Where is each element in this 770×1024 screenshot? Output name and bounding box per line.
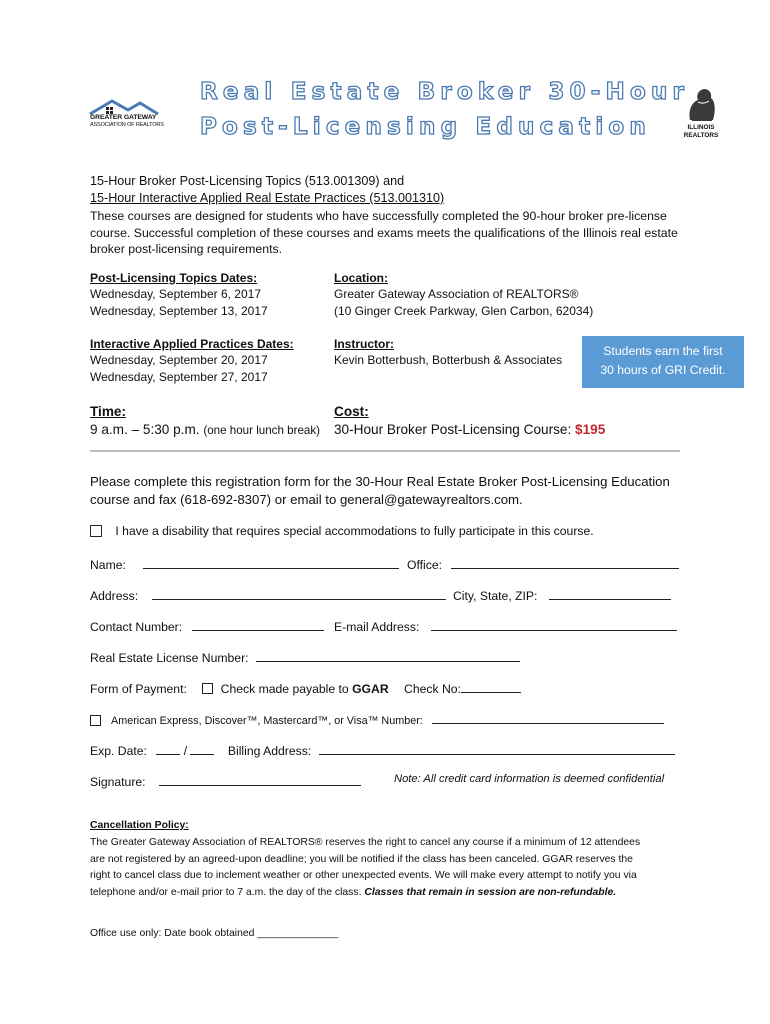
topics-dates-block [90,270,268,319]
cost-text: 30-Hour Broker Post-Licensing Course: [334,422,576,437]
course-topics [90,173,690,207]
name-field[interactable] [143,556,399,569]
logo-text-line1: GREATER GATEWAY [90,114,157,121]
cancellation-policy [90,818,650,902]
office-label: Office: [407,558,442,572]
check-checkbox[interactable] [202,683,213,694]
gri-line-1: Students earn the first [603,344,723,358]
contact-row [90,618,324,634]
check-no-field[interactable] [461,680,521,693]
illinois-realtors-logo [678,84,724,148]
topics-line1: 15-Hour Broker Post-Licensing Topics (513.001309) and [90,174,405,188]
location-line-1: Greater Gateway Association of REALTORS® [334,287,579,302]
exp-month-field[interactable] [156,742,180,755]
address-field[interactable] [152,587,446,600]
payment-label: Form of Payment: [90,682,187,696]
disability-label: I have a disability that requires special accommodations to fully participate in this course. [115,524,594,538]
check-no-label: Check No: [404,682,461,696]
practices-date-2: Wednesday, September 27, 2017 [90,369,268,384]
license-field[interactable] [256,649,520,662]
contact-label: Contact Number: [90,620,183,634]
city-label: City, State, ZIP: [453,589,538,603]
topics-line2: 15-Hour Interactive Applied Real Estate Practices (513.001310) [90,191,445,205]
cancellation-title: Cancellation Policy: [90,820,189,831]
time-label: Time: [90,404,127,419]
city-row [453,587,671,603]
topics-dates-label: Post-Licensing Topics Dates: [90,271,258,285]
license-label: Real Estate License Number: [90,651,249,665]
disability-checkbox[interactable] [90,525,102,537]
office-use-blank: ______________ [257,928,339,939]
page-title-line2: Post-Licensing Education [200,114,652,140]
license-row [90,649,520,665]
greater-gateway-logo [88,98,164,138]
topics-date-1: Wednesday, September 6, 2017 [90,287,261,302]
signature-row [90,773,361,789]
email-row [334,618,677,634]
location-block [334,270,593,319]
city-field[interactable] [549,587,671,600]
exp-year-field[interactable] [190,742,214,755]
disability-row [90,524,594,538]
exp-label: Exp. Date: [90,744,147,758]
instructor-name: Kevin Botterbush, Botterbush & Associates [334,353,563,368]
office-use-line [90,928,338,939]
location-line-2: (10 Ginger Creek Parkway, Glen Carbon, 62034) [334,303,594,318]
address-row [90,587,446,603]
instructor-label: Instructor: [334,337,394,351]
email-label: E-mail Address: [334,620,420,634]
check-payee: GGAR [352,682,389,696]
time-note: (one hour lunch break) [203,424,320,437]
lincoln-silhouette-icon [678,84,724,124]
name-label: Name: [90,558,126,572]
practices-date-1: Wednesday, September 20, 2017 [90,353,268,368]
cancellation-emphasis: Classes that remain in session are non-refundable. [364,887,617,899]
time-value: 9 a.m. – 5:30 p.m. [90,422,200,437]
signature-field[interactable] [159,773,361,786]
cost-block [334,403,605,439]
signature-label: Signature: [90,775,146,789]
check-label: Check made payable to [220,682,353,696]
page-title-line1: Real Estate Broker 30-Hour [200,79,690,105]
card-number-field[interactable] [432,711,664,724]
section-divider [90,450,680,452]
card-row [90,711,664,727]
billing-field[interactable] [319,742,675,755]
location-label: Location: [334,271,388,285]
practices-dates-block [90,336,294,385]
course-description: These courses are designed for students who have successfully completed the 90-hour broker pre-license course. Successful completion of these courses and exams meets the qualifications of the Illinois real estate broker post-licensing requirements. [90,209,678,257]
cancellation-text: The Greater Gateway Association of REALTORS® reserves the right to cancel any course if a minimum of 12 attendees are not registered by an agreed-upon deadline; you will be notified if the class has been canceled. GGAR reserves the right to cancel class due to inclement weather or other unexpected events. We will make every attempt to notify you via telephone and/or e-mail prior to 7 a.m. the day of the class. [90,836,641,899]
instructor-block [334,336,562,369]
logo-text-illinois: ILLINOIS [687,124,715,131]
registration-instructions: Please complete this registration form for the 30-Hour Real Estate Broker Post-Licensing Education course and fax (618-692-8307) or email to general@gatewayrealtors.com. [90,474,670,507]
practices-dates-label: Interactive Applied Practices Dates: [90,337,294,351]
confidential-note: Note: All credit card information is deemed confidential [394,773,665,785]
topics-date-2: Wednesday, September 13, 2017 [90,303,268,318]
logo-text-line2: ASSOCIATION OF REALTORS [90,122,164,128]
office-row [407,556,679,572]
card-checkbox[interactable] [90,715,101,726]
card-label: American Express, Discover™, Mastercard™, or Visa™ Number: [111,715,423,727]
cost-price: $195 [575,422,606,437]
payment-row [90,680,521,696]
office-field[interactable] [451,556,679,569]
gri-line-2: 30 hours of GRI Credit. [600,363,726,377]
logo-text-realtors: REALTORS [683,132,719,139]
address-label: Address: [90,589,139,603]
email-field[interactable] [431,618,677,631]
cost-label: Cost: [334,404,369,419]
exp-row [90,742,675,758]
billing-label: Billing Address: [227,744,312,758]
time-block [90,403,320,440]
contact-field[interactable] [192,618,324,631]
gri-credit-badge [582,336,744,388]
office-use-label: Office use only: Date book obtained [90,928,258,939]
name-row [90,556,399,572]
exp-separator: / [183,744,188,758]
